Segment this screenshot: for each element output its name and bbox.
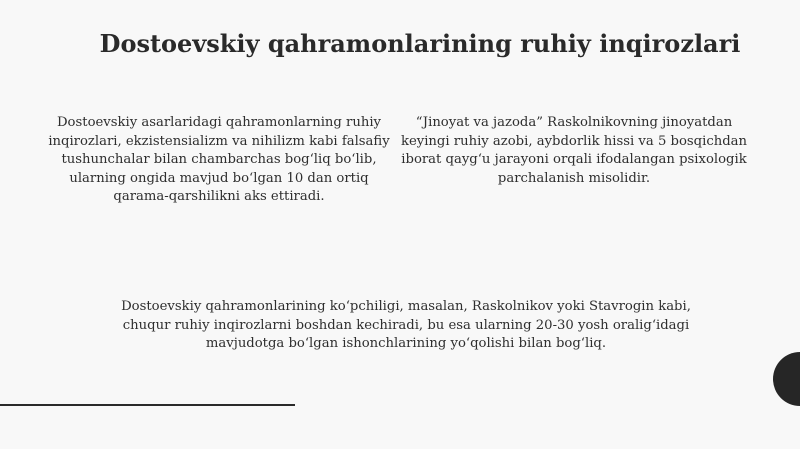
bottom-paragraph: Dostoevskiy qahramonlarining ko‘pchiligi, masalan, Raskolnikov yoki Stavrogin kabi, chuqur ruhiy inqirozlarni boshdan kechiradi, bu esa ularning 20-30 yosh oralig‘idagi mavjudotga bo‘lgan ishonchlarining yo‘qolishi bilan bog‘liq. (121, 299, 691, 352)
decorative-line (0, 404, 295, 406)
slide-title: Dostoevskiy qahramonlarining ruhiy inqirozlari (99, 29, 741, 58)
right-paragraph: “Jinoyat va jazoda” Raskolnikovning jinoyatdan keyingi ruhiy azobi, aybdorlik hissi va 5 bosqichdan iborat qayg‘u jarayoni orqali ifodalangan psixologik parchalanish misolidir. (400, 115, 748, 186)
decorative-circle (773, 352, 800, 406)
left-paragraph: Dostoevskiy asarlaridagi qahramonlarning ruhiy inqirozlari, ekzistensializm va nihilizm kabi falsafiy tushunchalar bilan chambarchas bog‘liq bo‘lib, ularning ongida mavjud bo‘lgan 10 dan ortiq qarama-qarshilikni aks ettiradi. (48, 115, 390, 205)
